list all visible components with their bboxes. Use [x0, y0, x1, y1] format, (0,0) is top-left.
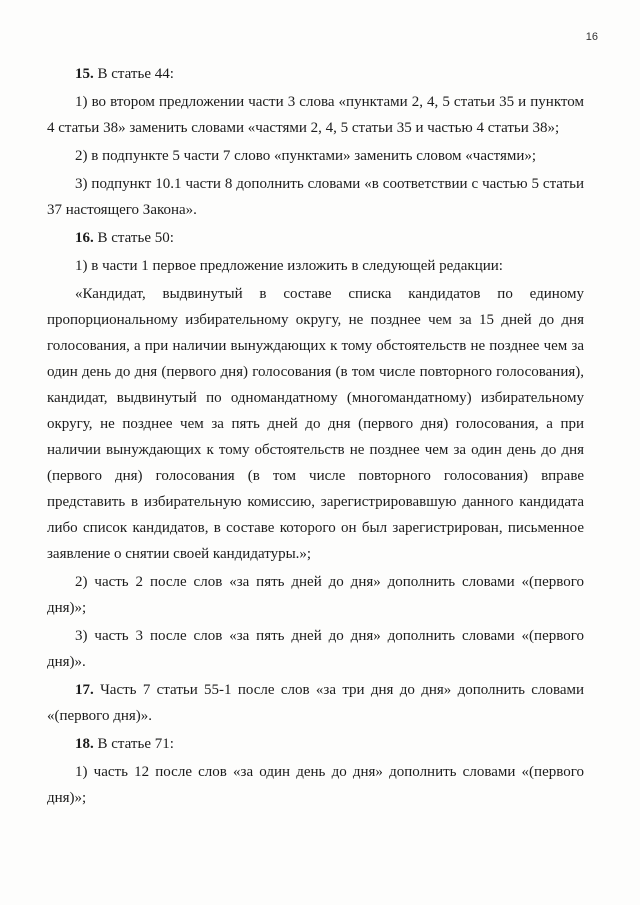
paragraph-text: В статье 44:: [93, 66, 174, 82]
item-number: 17.: [75, 682, 94, 698]
paragraph-text: 2) в подпункте 5 части 7 слово «пунктами» заменить словом «частями»;: [75, 148, 537, 164]
paragraph: [47, 569, 584, 621]
item-number: 18.: [75, 736, 94, 752]
paragraph: [47, 623, 584, 675]
paragraph: [47, 253, 584, 279]
page-number: 16: [585, 31, 598, 43]
document-body: [47, 61, 584, 813]
item-number: 15.: [75, 66, 94, 82]
paragraph-text: Часть 7 статьи 55-1 после слов «за три дня до дня» дополнить словами «(первого дня)».: [47, 682, 584, 724]
paragraph-text: 3) часть 3 после слов «за пять дней до дня» дополнить словами «(первого дня)».: [47, 628, 584, 670]
paragraph-17: [47, 677, 584, 729]
paragraph: [47, 143, 584, 169]
paragraph-18-heading: [47, 731, 584, 757]
paragraph-text: В статье 50:: [93, 230, 174, 246]
paragraph-text: В статье 71:: [93, 736, 174, 752]
paragraph-text: 3) подпункт 10.1 части 8 дополнить словами «в соответствии с частью 5 статьи 37 настоящего Закона».: [47, 176, 584, 218]
paragraph-15-heading: [47, 61, 584, 87]
paragraph-text: 1) часть 12 после слов «за один день до дня» дополнить словами «(первого дня)»;: [47, 764, 584, 806]
paragraph: [47, 759, 584, 811]
paragraph: [47, 89, 584, 141]
paragraph: [47, 171, 584, 223]
paragraph-text: «Кандидат, выдвинутый в составе списка кандидатов по единому пропорциональному избирательному округу, не позднее чем за 15 дней до дня голосования, а при наличии вынуждающих к тому обстоятельств не позднее чем за один день до дня (первого дня) голосования (в том числе повторного голосования), кандидат, выдвинутый по одномандатному (многомандатному) избирательному округу, не позднее чем за пять дней до дня (первого дня) голосования, а при наличии вынуждающих к тому обстоятельств не позднее чем за один день до дня (первого дня) голосования (в том числе повторного голосования) вправе представить в избирательную комиссию, зарегистрировавшую данного кандидата либо список кандидатов, в составе которого он был зарегистрирован, письменное заявление о снятии своей кандидатуры.»;: [47, 286, 584, 562]
paragraph-text: 1) во втором предложении части 3 слова «пунктами 2, 4, 5 статьи 35 и пунктом 4 статьи 38» заменить словами «частями 2, 4, 5 статьи 35 и частью 4 статьи 38»;: [47, 94, 584, 136]
paragraph-16-heading: [47, 225, 584, 251]
paragraph-text: 1) в части 1 первое предложение изложить в следующей редакции:: [75, 258, 503, 274]
paragraph-text: 2) часть 2 после слов «за пять дней до дня» дополнить словами «(первого дня)»;: [47, 574, 584, 616]
quoted-paragraph: [47, 281, 584, 567]
item-number: 16.: [75, 230, 94, 246]
